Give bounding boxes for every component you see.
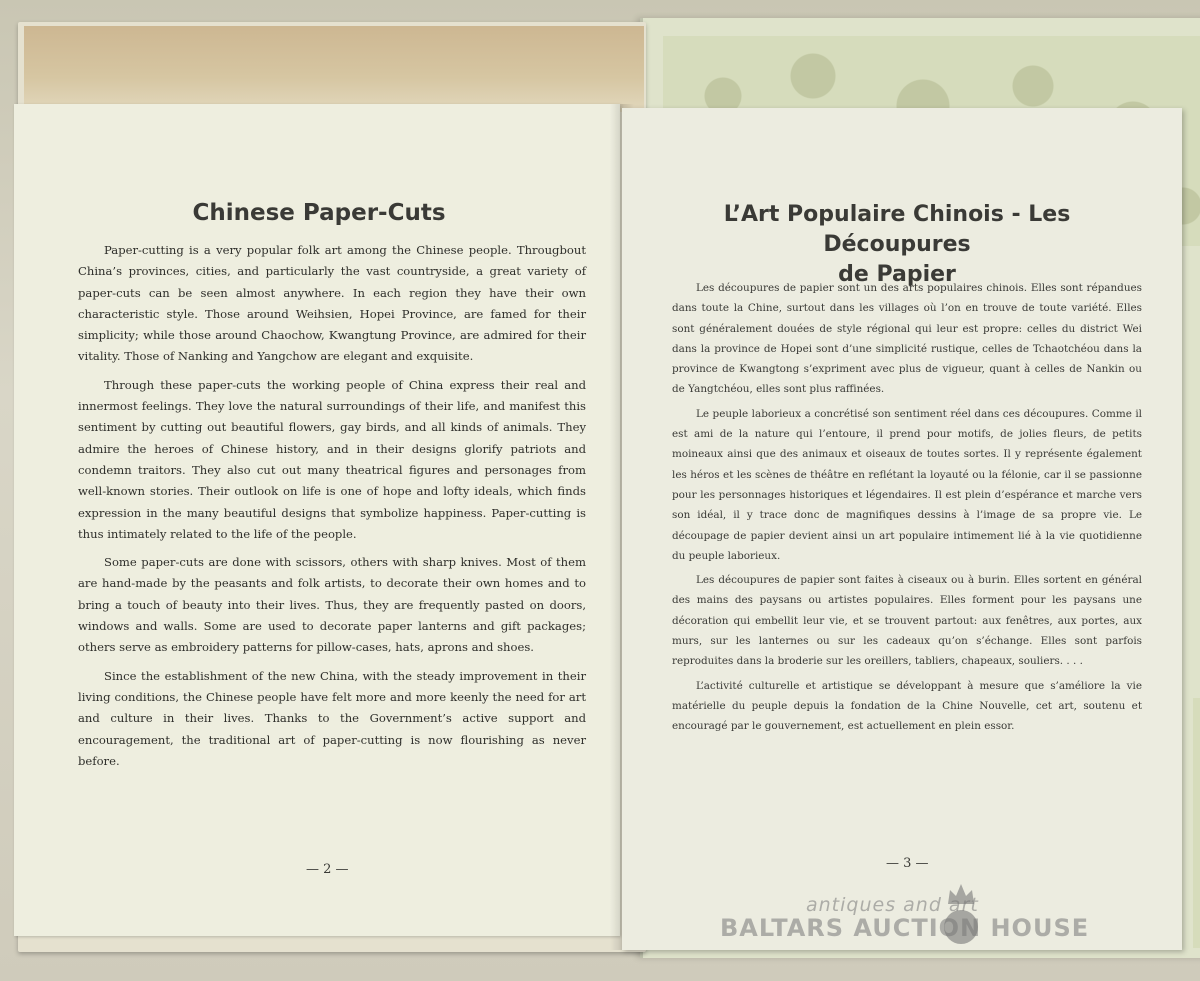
right-page <box>622 108 1182 950</box>
auction-watermark <box>720 888 1130 958</box>
right-paragraph: Le peuple laborieux a concrétisé son sentiment réel dans ces découpures. Comme il est ami de la nature qui l’entoure, il prend pour motifs, de jolies fleurs, de petits moineaux ainsi que des animaux et oiseaux de toutes sortes. Il y représente également les héros et les scènes de théâtre en reflétant la loyauté ou la félonie, car il se passionne pour les personnages historiques et légendaires. Il est plein d’espérance et marche vers son idéal, il y trace donc de magnifiques dessins à l’image de sa propre vie. Le découpage de papier devient ainsi un art populaire intimement lié à la vie quotidienne du peuple laborieux. <box>672 407 1142 562</box>
right-paragraph: Les découpures de papier sont un des arts populaires chinois. Elles sont répandues dans toute la Chine, surtout dans les villages où l’on en trouve de toute variété. Elles sont généralement douées de style régional qui leur est propre: celles du district Wei dans la province de Hopei sont d’une simplicité rustique, celles de Tchaotchéou dans la province de Kwangtong s’expriment avec plus de vigueur, quant à celles de Nankin ou de Yangtchéou, elles sont plus raffinées. <box>672 282 1142 396</box>
right-title-line2: de Papier <box>838 262 956 287</box>
left-page-body <box>78 240 586 779</box>
right-page-body <box>672 278 1142 741</box>
watermark-line2: BALTARS AUCTION HOUSE <box>720 914 1090 942</box>
right-paragraph: L’activité culturelle et artistique se développant à mesure que s’améliore la vie matérielle du peuple depuis la fondation de la Chine Nouvelle, cet art, soutenu et encouragé par le gouvernement, est actuellement en plein essor. <box>672 679 1142 733</box>
right-page-number: — 3 — <box>886 856 929 871</box>
left-paragraph: Through these paper-cuts the working people of China express their real and innermost feelings. They love the natural surroundings of their life, and manifest this sentiment by cutting out beautiful flowers, gay birds, and all kinds of animals. They admire the heroes of Chinese history, and in their designs glorify patriots and condemn traitors. They also cut out many theatrical figures and personages from well-known stories. Their outlook on life is one of hope and lofty ideals, which finds expression in the many beautiful designs that symbolize happiness. Paper-cutting is thus intimately related to the life of the people. <box>78 377 586 541</box>
left-page <box>14 104 620 936</box>
left-paragraph: Since the establishment of the new China, with the steady improvement in their living conditions, the Chinese people have felt more and more keenly the need for art and culture in their lives. Thanks to the Government’s active support and encouragement, the traditional art of paper-cutting is now flourishing as never before. <box>78 668 586 768</box>
right-paragraph: Les découpures de papier sont faites à ciseaux ou à burin. Elles sortent en général des mains des paysans ou artistes populaires. Elles forment pour les paysans une décoration qui embellit leur vie, et se trouvent partout: aux fenêtres, aux portes, aux murs, sur les lanternes ou sur les cadeaux qu’on s’échange. Elles sont parfois reproduites dans la broderie sur les oreillers, tabliers, chapeaux, souliers. . . . <box>672 574 1142 668</box>
right-page-title <box>662 200 1132 290</box>
aged-endpaper <box>24 26 644 112</box>
paper-cut-pattern-edge <box>1193 698 1200 948</box>
left-page-title: Chinese Paper-Cuts <box>192 200 446 226</box>
watermark-line1: antiques and art <box>806 894 979 916</box>
right-title-line1: L’Art Populaire Chinois - Les Découpures <box>723 202 1071 257</box>
left-paragraph: Some paper-cuts are done with scissors, others with sharp knives. Most of them are hand-made by the peasants and folk artists, to decorate their own homes and to bring a touch of beauty into their lives. Thus, they are frequently pasted on doors, windows and walls. Some are used to decorate paper lanterns and gift packages; others serve as embroidery patterns for pillow-cases, hats, aprons and shoes. <box>78 555 586 655</box>
left-page-number: — 2 — <box>306 862 349 877</box>
left-paragraph: Paper-cutting is a very popular folk art among the Chinese people. Througbout China’s provinces, cities, and particularly the vast countryside, a great variety of paper-cuts can be seen almost anywhere. In each region they have their own characteristic style. Those around Weihsien, Hopei Province, are famed for their simplicity; while those around Chaochow, Kwangtung Province, are admired for their vitality. Those of Nanking and Yangchow are elegant and exquisite. <box>78 243 586 364</box>
